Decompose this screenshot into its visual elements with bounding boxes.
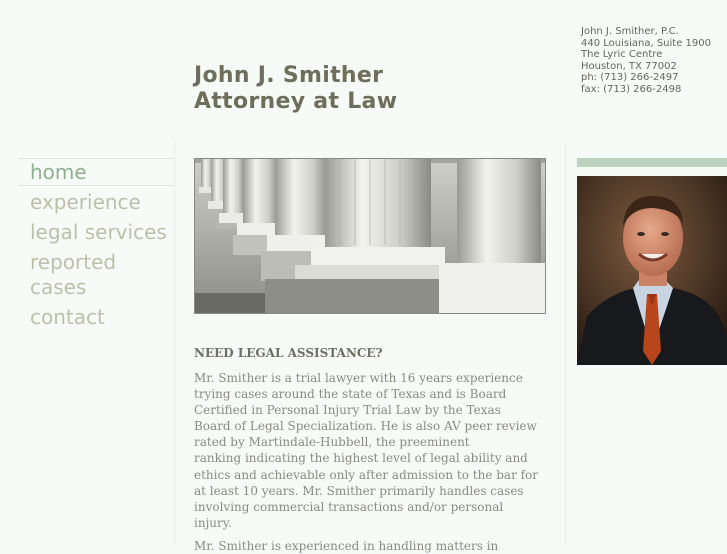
accent-bar [577, 158, 727, 167]
intro-paragraph [194, 370, 552, 531]
paragraph-line: at least 10 years. Mr. Smither primarily handles cases [194, 483, 524, 498]
paragraph-line: Mr. Smither is a trial lawyer with 16 years experience [194, 371, 523, 385]
attorney-portrait [577, 176, 727, 365]
attorney-tagline: Attorney at Law [194, 89, 398, 114]
nav-item-home[interactable]: home [18, 158, 174, 186]
firm-name: John J. Smither, P.C. [581, 26, 679, 37]
building-name: The Lyric Centre [581, 49, 663, 61]
paragraph-line: Certified in Personal Injury Trial Law by the Texas [194, 403, 501, 418]
fax-number: fax: (713) 266-2498 [581, 83, 682, 95]
columns-hero-image [194, 158, 546, 314]
site-title [194, 63, 397, 115]
paragraph-line: rated by Martindale-Hubbell, the preeminent [194, 435, 470, 450]
right-column-divider [565, 140, 567, 545]
street-address: 440 Louisiana, Suite 1900 [581, 37, 711, 49]
paragraph-line: injury. [194, 515, 232, 530]
phone-number: ph: (713) 266-2497 [581, 72, 679, 84]
section-heading: NEED LEGAL ASSISTANCE? [194, 346, 383, 360]
paragraph-line: ranking indicating the highest level of legal ability and [194, 451, 528, 466]
paragraph-line: trying cases around the state of Texas and is Board [194, 387, 507, 402]
contact-block [581, 26, 711, 96]
paragraph-line: ethics and achievable only after admission to the bar for [194, 467, 539, 482]
attorney-name: John J. Smither [194, 63, 384, 88]
city-state-zip: Houston, TX 77002 [581, 60, 677, 72]
main-navigation [18, 158, 174, 335]
nav-item-reported-cases[interactable]: reported cases [30, 250, 117, 299]
nav-item-legal-services[interactable]: legal services [30, 220, 167, 244]
nav-item-experience[interactable]: experience [30, 190, 141, 214]
portrait-illustration [577, 176, 727, 365]
paragraph-line: involving commercial transactions and/or personal [194, 499, 504, 514]
second-paragraph: Mr. Smither is experienced in handling matters in [194, 539, 499, 553]
columns-illustration [195, 159, 545, 313]
paragraph-line: Board of Legal Specialization. He is also AV peer review [194, 419, 537, 434]
nav-item-contact[interactable]: contact [30, 305, 105, 329]
left-column-divider [174, 140, 176, 545]
